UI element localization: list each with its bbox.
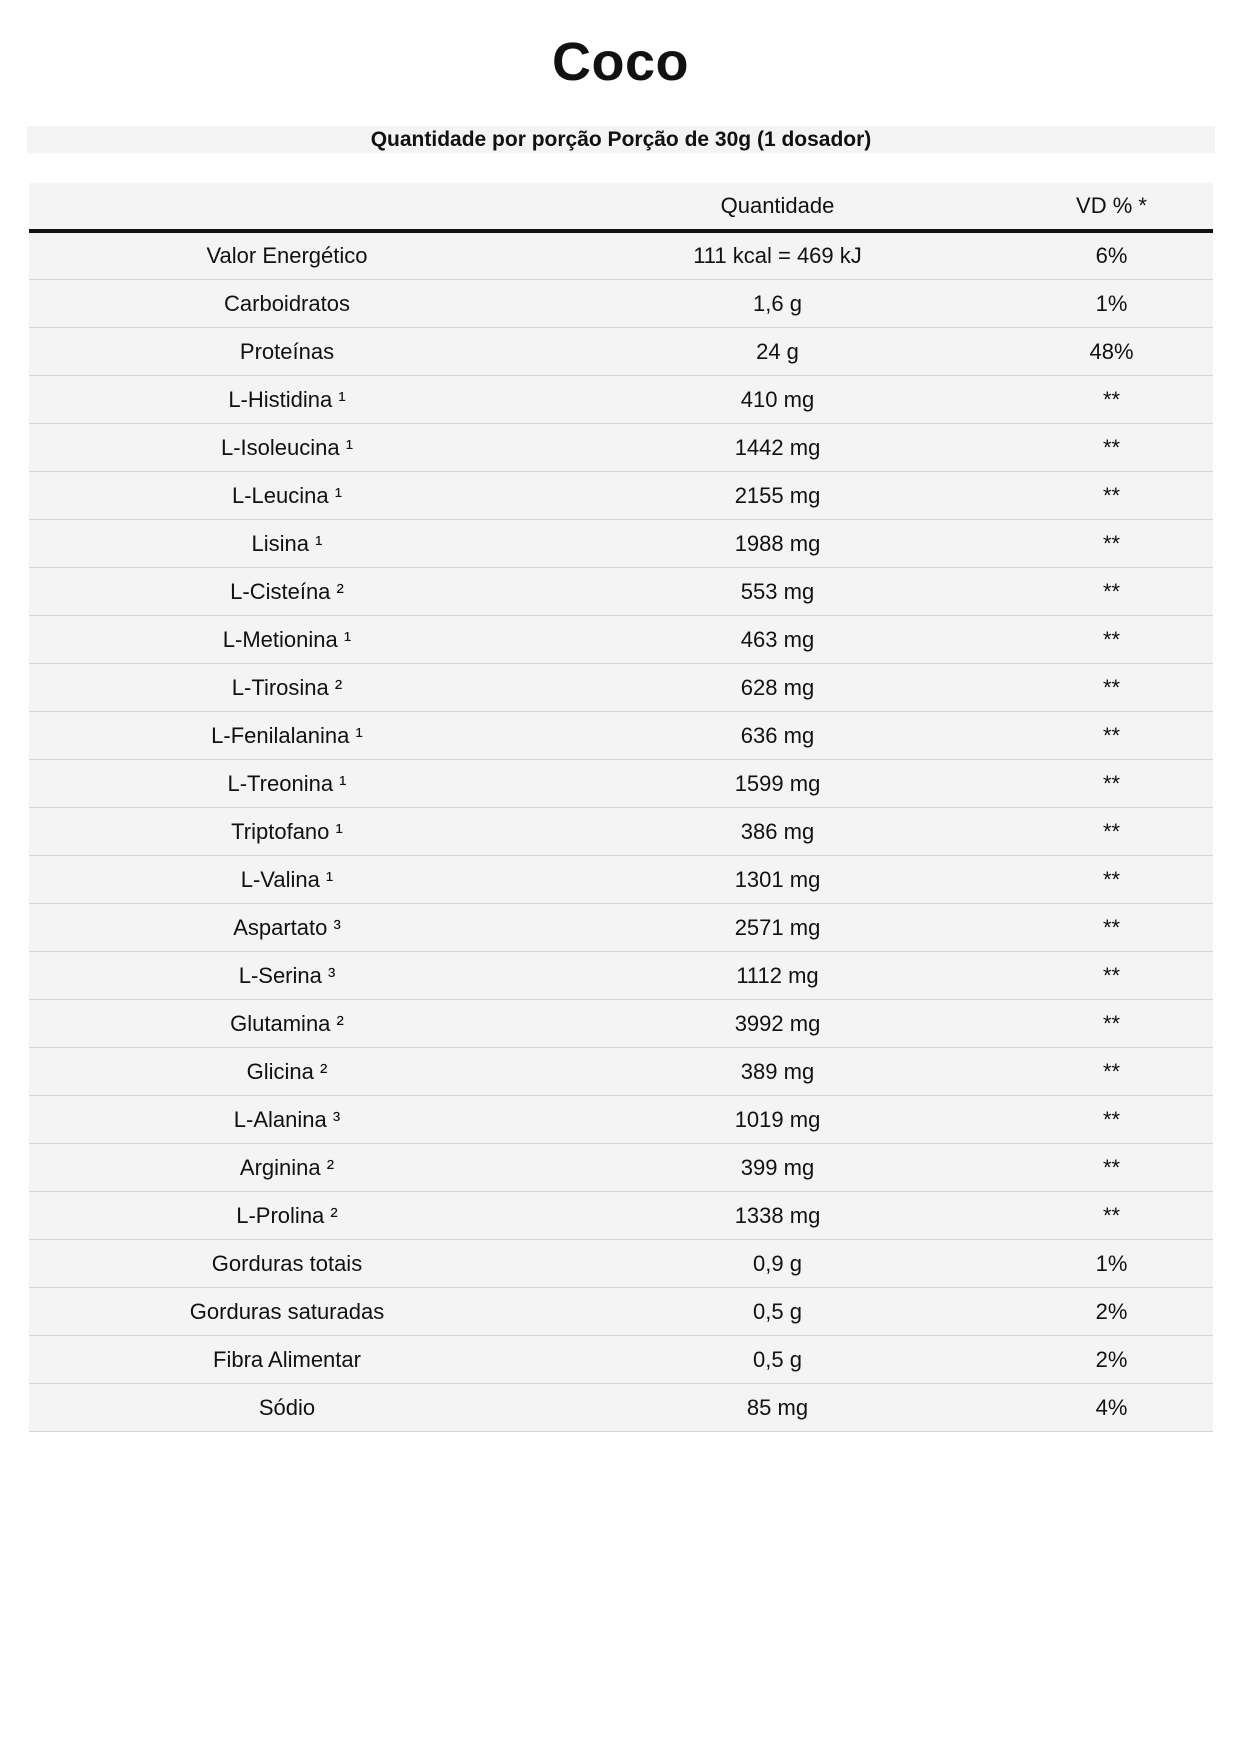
header-nutrient <box>29 183 545 231</box>
nutrient-daily-value: 48% <box>1010 328 1213 376</box>
table-row <box>29 952 1213 1000</box>
table-row <box>29 1000 1213 1048</box>
nutrient-name: Gorduras saturadas <box>29 1288 545 1336</box>
nutrient-quantity: 1599 mg <box>545 760 1010 808</box>
table-row <box>29 1144 1213 1192</box>
nutrient-daily-value: ** <box>1010 1000 1213 1048</box>
nutrient-name: L-Fenilalanina ¹ <box>29 712 545 760</box>
nutrient-daily-value: 2% <box>1010 1336 1213 1384</box>
nutrient-name: L-Histidina ¹ <box>29 376 545 424</box>
nutrient-quantity: 2571 mg <box>545 904 1010 952</box>
nutrient-quantity: 85 mg <box>545 1384 1010 1432</box>
nutrient-daily-value: ** <box>1010 664 1213 712</box>
nutrient-name: L-Metionina ¹ <box>29 616 545 664</box>
nutrient-daily-value: ** <box>1010 1096 1213 1144</box>
nutrient-name: L-Leucina ¹ <box>29 472 545 520</box>
nutrient-quantity: 1338 mg <box>545 1192 1010 1240</box>
nutrient-daily-value: ** <box>1010 376 1213 424</box>
nutrient-name: Fibra Alimentar <box>29 1336 545 1384</box>
nutrient-quantity: 1112 mg <box>545 952 1010 1000</box>
nutrient-daily-value: ** <box>1010 1048 1213 1096</box>
table-row <box>29 568 1213 616</box>
nutrient-quantity: 463 mg <box>545 616 1010 664</box>
table-row <box>29 472 1213 520</box>
table-row <box>29 280 1213 328</box>
nutrient-name: Gorduras totais <box>29 1240 545 1288</box>
nutrient-name: L-Alanina ³ <box>29 1096 545 1144</box>
nutrient-daily-value: 2% <box>1010 1288 1213 1336</box>
nutrient-quantity: 1019 mg <box>545 1096 1010 1144</box>
nutrient-daily-value: ** <box>1010 712 1213 760</box>
nutrient-daily-value: ** <box>1010 1192 1213 1240</box>
table-row <box>29 1336 1213 1384</box>
table-row <box>29 328 1213 376</box>
nutrient-quantity: 1988 mg <box>545 520 1010 568</box>
nutrient-quantity: 0,5 g <box>545 1336 1010 1384</box>
nutrient-name: L-Serina ³ <box>29 952 545 1000</box>
table-row <box>29 664 1213 712</box>
nutrient-daily-value: ** <box>1010 952 1213 1000</box>
nutrient-name: L-Cisteína ² <box>29 568 545 616</box>
table-row <box>29 376 1213 424</box>
nutrient-quantity: 410 mg <box>545 376 1010 424</box>
header-quantity: Quantidade <box>545 183 1010 231</box>
table-row <box>29 1192 1213 1240</box>
nutrient-name: Sódio <box>29 1384 545 1432</box>
table-body <box>29 231 1213 1432</box>
nutrient-quantity: 399 mg <box>545 1144 1010 1192</box>
nutrient-daily-value: ** <box>1010 616 1213 664</box>
nutrient-quantity: 24 g <box>545 328 1010 376</box>
table-row <box>29 856 1213 904</box>
table-row <box>29 1240 1213 1288</box>
nutrient-name: L-Tirosina ² <box>29 664 545 712</box>
nutrient-daily-value: ** <box>1010 568 1213 616</box>
table-row <box>29 904 1213 952</box>
nutrient-quantity: 0,5 g <box>545 1288 1010 1336</box>
page-title: Coco <box>552 32 689 92</box>
table-row <box>29 231 1213 280</box>
nutrient-quantity: 636 mg <box>545 712 1010 760</box>
table-row <box>29 712 1213 760</box>
nutrition-table <box>29 183 1213 1432</box>
nutrient-daily-value: 1% <box>1010 1240 1213 1288</box>
nutrient-quantity: 1301 mg <box>545 856 1010 904</box>
nutrient-quantity: 1,6 g <box>545 280 1010 328</box>
nutrient-daily-value: ** <box>1010 424 1213 472</box>
serving-size-bar: Quantidade por porção Porção de 30g (1 dosador) <box>27 126 1215 153</box>
nutrient-quantity: 0,9 g <box>545 1240 1010 1288</box>
nutrient-daily-value: ** <box>1010 856 1213 904</box>
header-daily-value: VD % * <box>1010 183 1213 231</box>
nutrient-name: Glicina ² <box>29 1048 545 1096</box>
nutrient-daily-value: ** <box>1010 1144 1213 1192</box>
table-row <box>29 1384 1213 1432</box>
nutrient-name: L-Valina ¹ <box>29 856 545 904</box>
nutrient-daily-value: 1% <box>1010 280 1213 328</box>
nutrient-name: Valor Energético <box>29 231 545 280</box>
table-row <box>29 424 1213 472</box>
nutrient-quantity: 1442 mg <box>545 424 1010 472</box>
nutrient-name: Triptofano ¹ <box>29 808 545 856</box>
nutrient-name: Arginina ² <box>29 1144 545 1192</box>
table-header <box>29 183 1213 231</box>
nutrient-daily-value: ** <box>1010 760 1213 808</box>
nutrient-daily-value: ** <box>1010 472 1213 520</box>
nutrient-name: Aspartato ³ <box>29 904 545 952</box>
nutrient-quantity: 111 kcal = 469 kJ <box>545 231 1010 280</box>
table-row <box>29 1048 1213 1096</box>
table-row <box>29 520 1213 568</box>
nutrient-name: Glutamina ² <box>29 1000 545 1048</box>
nutrient-quantity: 2155 mg <box>545 472 1010 520</box>
nutrient-quantity: 386 mg <box>545 808 1010 856</box>
nutrient-name: L-Treonina ¹ <box>29 760 545 808</box>
nutrient-name: L-Prolina ² <box>29 1192 545 1240</box>
table-row <box>29 1288 1213 1336</box>
table-row <box>29 1096 1213 1144</box>
nutrient-name: Carboidratos <box>29 280 545 328</box>
table-row <box>29 808 1213 856</box>
table-row <box>29 760 1213 808</box>
nutrient-daily-value: 6% <box>1010 231 1213 280</box>
nutrient-daily-value: ** <box>1010 520 1213 568</box>
table-row <box>29 616 1213 664</box>
nutrient-name: Lisina ¹ <box>29 520 545 568</box>
nutrient-daily-value: ** <box>1010 808 1213 856</box>
nutrient-quantity: 3992 mg <box>545 1000 1010 1048</box>
nutrient-name: Proteínas <box>29 328 545 376</box>
nutrient-daily-value: ** <box>1010 904 1213 952</box>
nutrient-daily-value: 4% <box>1010 1384 1213 1432</box>
nutrient-quantity: 389 mg <box>545 1048 1010 1096</box>
nutrient-quantity: 628 mg <box>545 664 1010 712</box>
header-row <box>29 183 1213 231</box>
nutrient-quantity: 553 mg <box>545 568 1010 616</box>
nutrient-name: L-Isoleucina ¹ <box>29 424 545 472</box>
